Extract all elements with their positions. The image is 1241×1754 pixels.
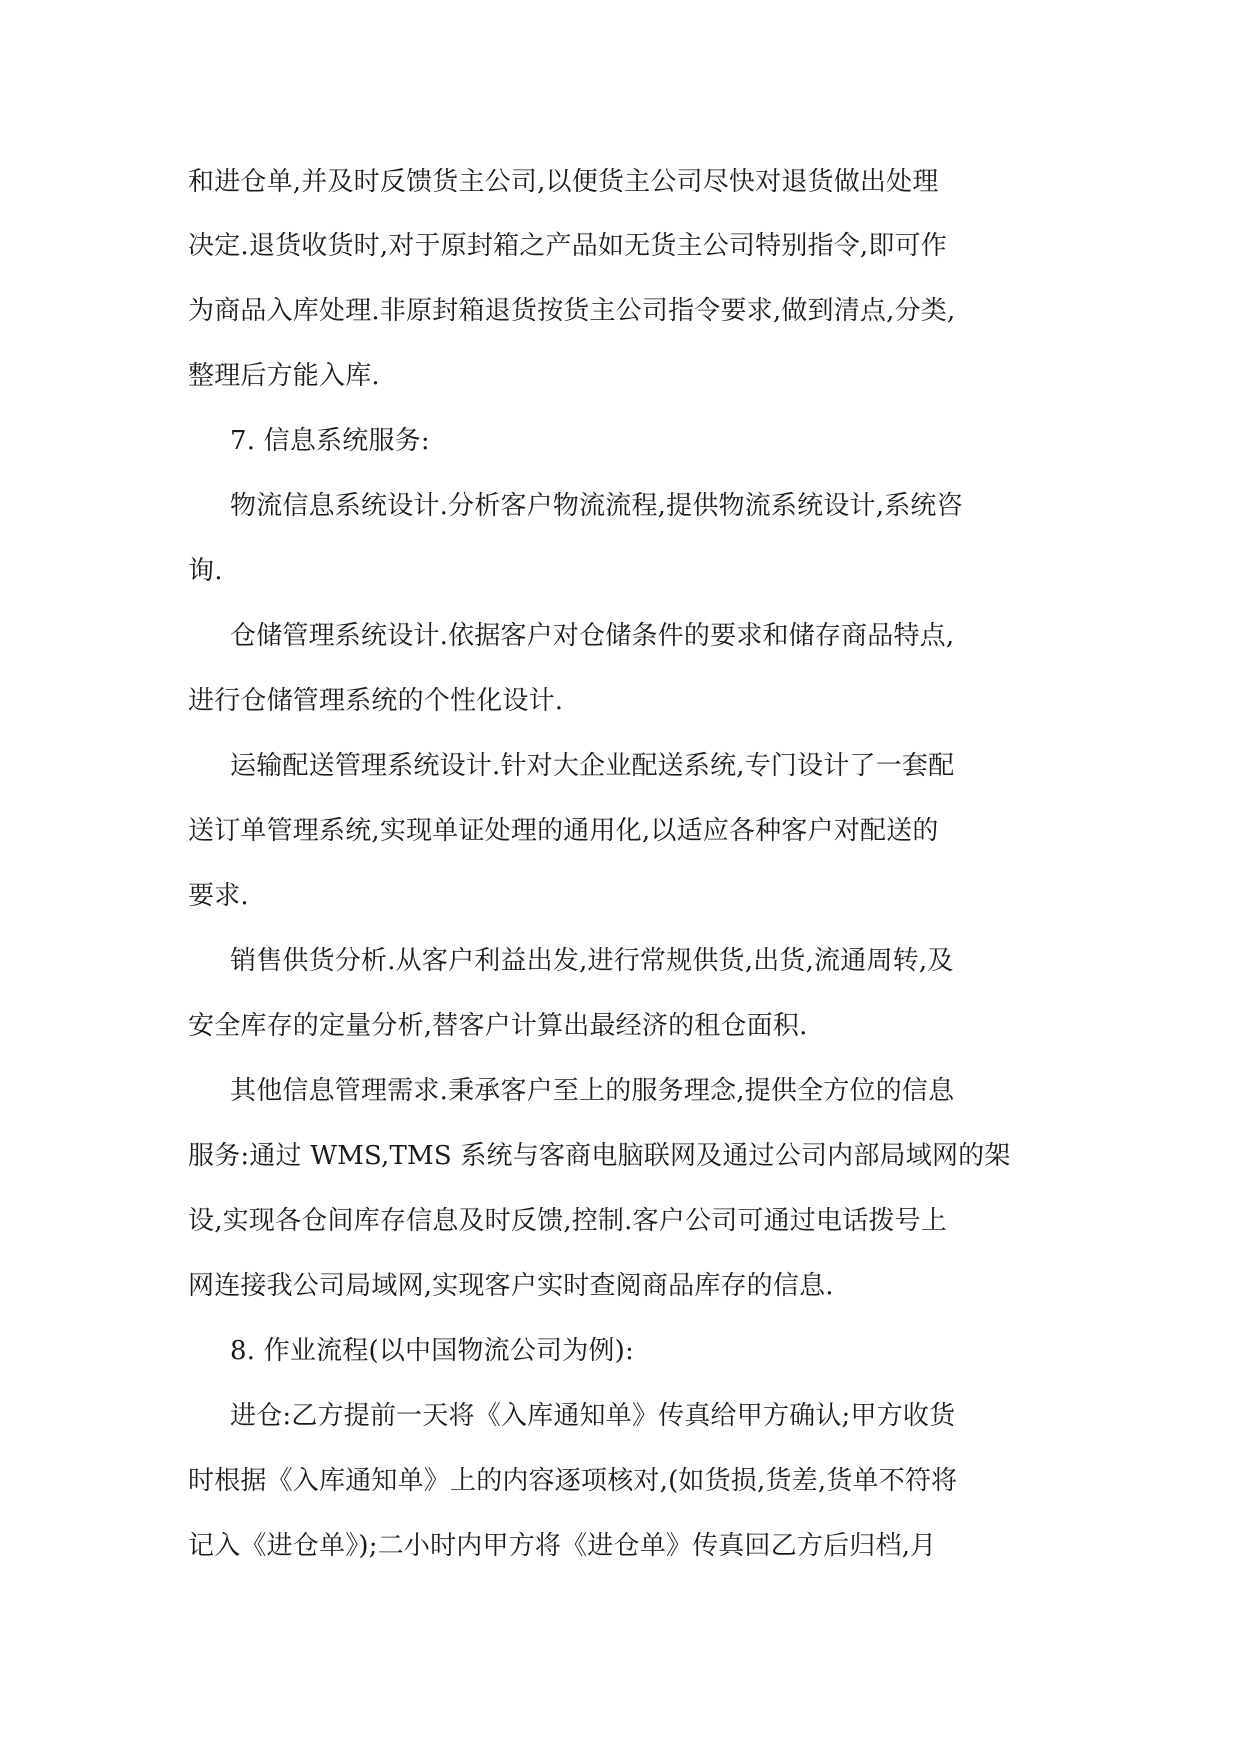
text-line-20: 进仓:乙方提前一天将《入库通知单》传真给甲方确认;甲方收货 (230, 1401, 956, 1431)
text-line-12: 要求. (188, 881, 249, 911)
section-heading-8: 8. 作业流程(以中国物流公司为例): (230, 1336, 634, 1366)
text-line-1: 和进仓单,并及时反馈货主公司,以便货主公司尽快对退货做出处理 (188, 167, 939, 197)
text-line-7: 询. (188, 556, 223, 586)
text-line-17: 设,实现各仓间库存信息及时反馈,控制.客户公司可通过电话拨号上 (188, 1206, 947, 1236)
section-heading-7: 7. 信息系统服务: (230, 426, 430, 456)
text-line-8: 仓储管理系统设计.依据客户对仓储条件的要求和储存商品特点, (230, 621, 955, 651)
text-line-4: 整理后方能入库. (188, 361, 380, 391)
text-line-18: 网连接我公司局域网,实现客户实时查阅商品库存的信息. (188, 1271, 834, 1301)
text-line-2: 决定.退货收货时,对于原封箱之产品如无货主公司特别指令,即可作 (188, 231, 947, 261)
text-line-10: 运输配送管理系统设计.针对大企业配送系统,专门设计了一套配 (230, 751, 955, 781)
text-line-6: 物流信息系统设计.分析客户物流流程,提供物流系统设计,系统咨 (230, 491, 963, 521)
text-line-16: 服务:通过 WMS,TMS 系统与客商电脑联网及通过公司内部局域网的架 (188, 1141, 1011, 1171)
text-line-14: 安全库存的定量分析,替客户计算出最经济的租仓面积. (188, 1011, 808, 1041)
text-line-22: 记入《进仓单》);二小时内甲方将《进仓单》传真回乙方后归档,月 (188, 1531, 937, 1561)
text-line-15: 其他信息管理需求.秉承客户至上的服务理念,提供全方位的信息 (230, 1076, 955, 1106)
text-line-21: 时根据《入库通知单》上的内容逐项核对,(如货损,货差,货单不符将 (188, 1466, 958, 1496)
text-line-11: 送订单管理系统,实现单证处理的通用化,以适应各种客户对配送的 (188, 816, 939, 846)
text-line-13: 销售供货分析.从客户利益出发,进行常规供货,出货,流通周转,及 (230, 946, 954, 976)
text-line-9: 进行仓储管理系统的个性化设计. (188, 686, 564, 716)
text-line-3: 为商品入库处理.非原封箱退货按货主公司指令要求,做到清点,分类, (188, 296, 956, 326)
